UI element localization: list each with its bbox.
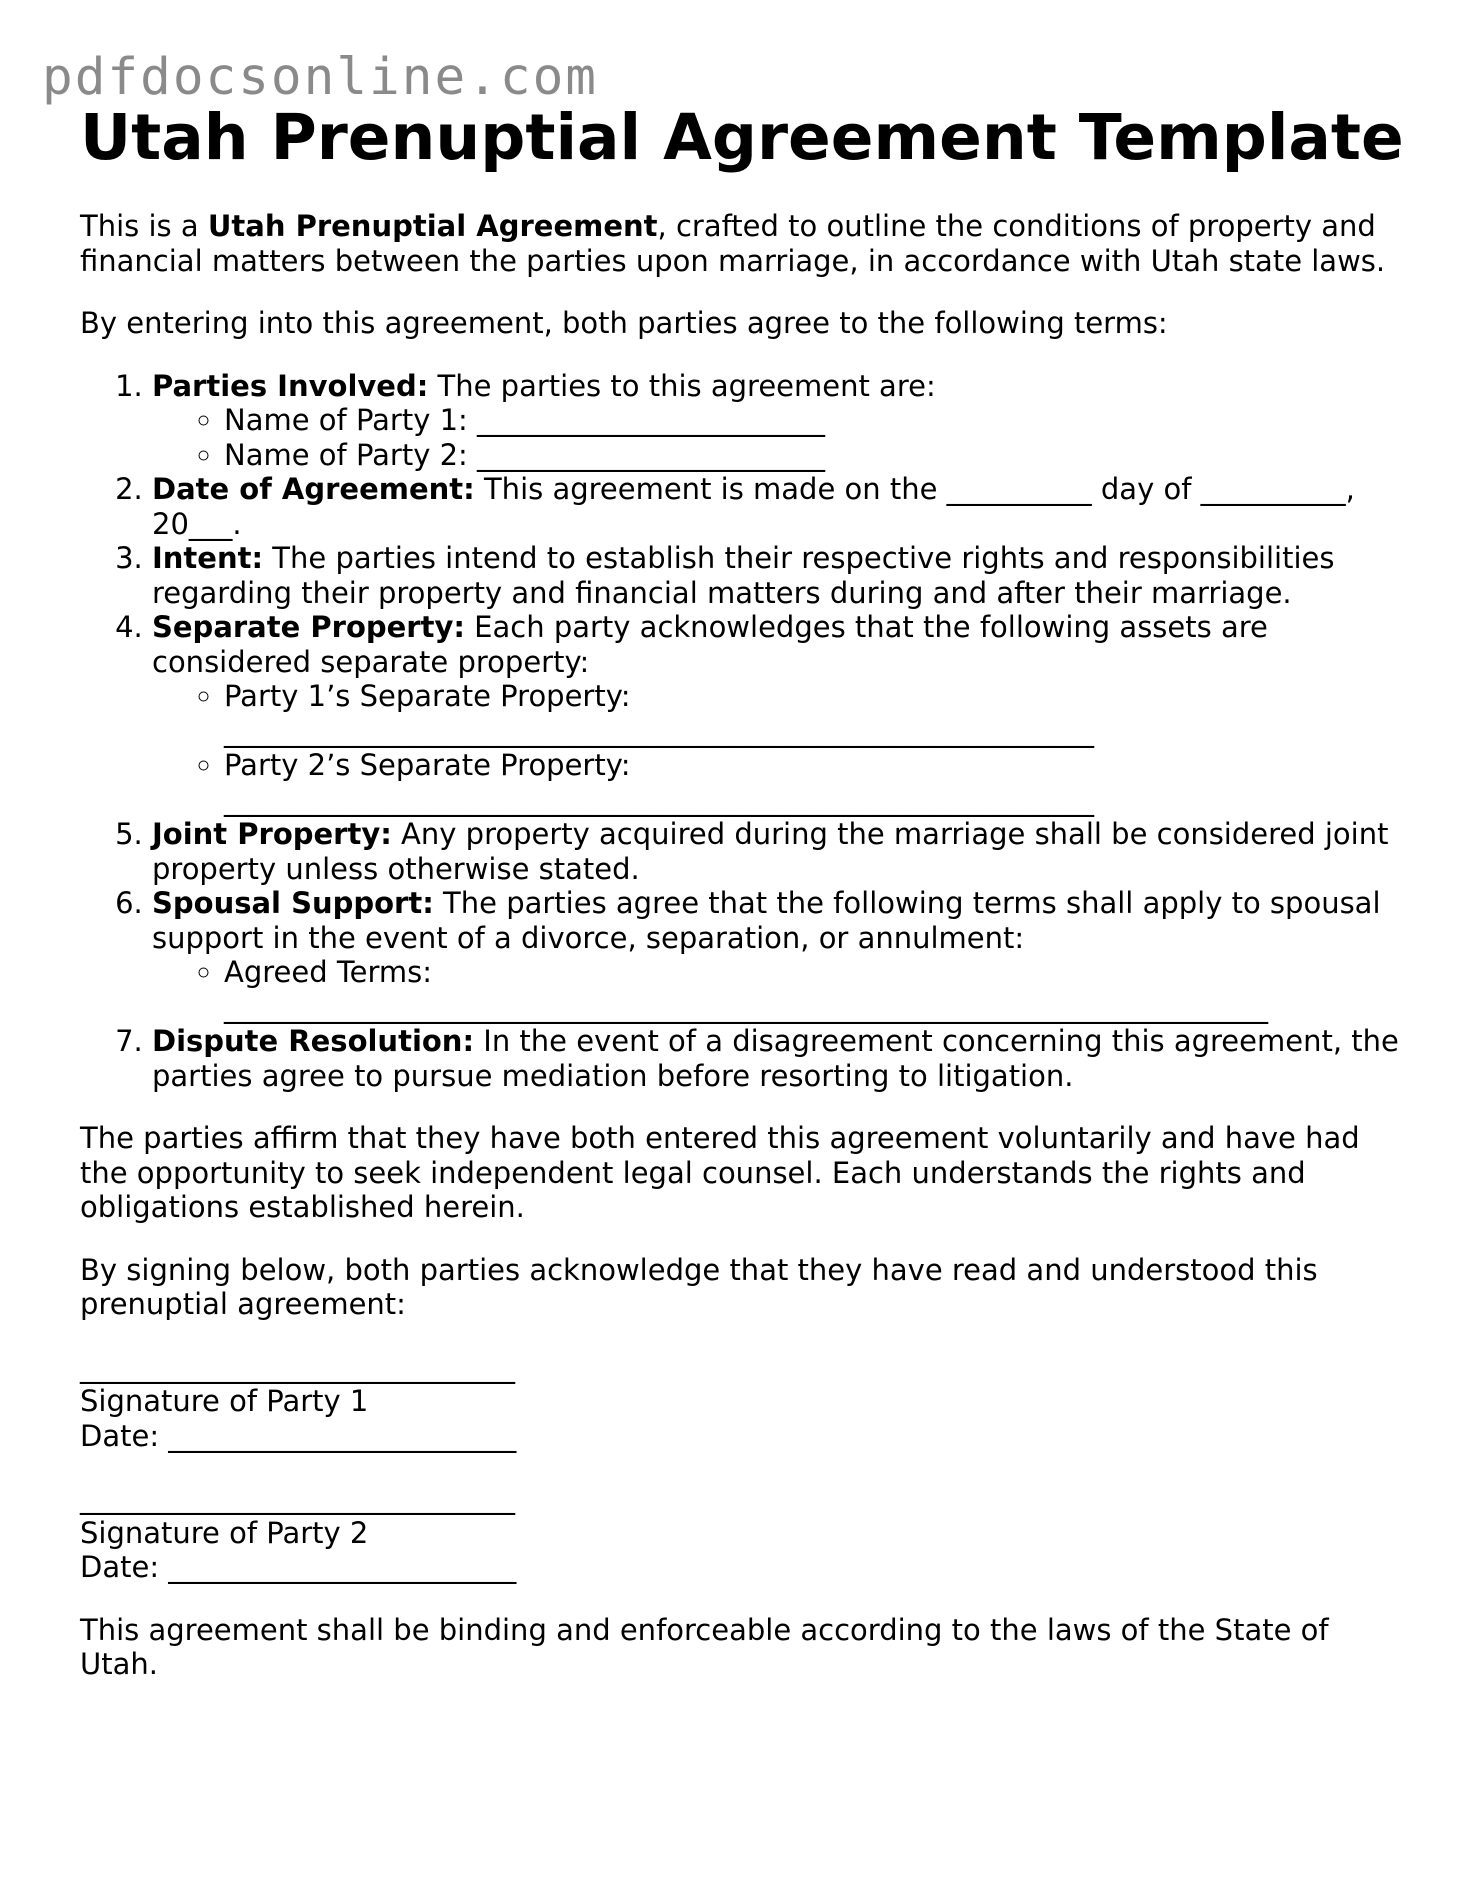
fill-in-line: ____________________________________________________________: [224, 713, 1094, 748]
document-page: [80, 100, 1404, 1682]
intro-bold: Utah Prenuptial Agreement: [207, 209, 658, 243]
term-heading: Dispute Resolution:: [152, 1024, 475, 1058]
signature-date: Date: ________________________: [80, 1550, 517, 1584]
term-separate-property: [152, 610, 1400, 817]
terms-list: [80, 369, 1400, 1094]
fill-in-line: ________________________________________________________________________: [224, 989, 1268, 1024]
sub-item-label: Agreed Terms:: [224, 955, 433, 989]
watermark: pdfdocsonline.com: [42, 48, 598, 107]
term-spousal-support: [152, 886, 1400, 1024]
term-heading: Date of Agreement:: [152, 472, 475, 506]
sub-list: [152, 955, 1400, 1024]
term-text: The parties to this agreement are:: [428, 368, 936, 403]
sub-list: [152, 679, 1400, 817]
intro-after: , crafted to outline the conditions of property and financial matters between the parties upon marriage, in accordance with Utah state laws.: [80, 209, 1386, 278]
signature-label: Signature of Party 2: [80, 1515, 369, 1550]
affirmation-paragraph: The parties affirm that they have both entered this agreement voluntarily and have had the opportunity to seek independent legal counsel. Each understands the rights and obligations established herein.: [80, 1121, 1360, 1224]
intro-paragraph: [80, 209, 1400, 278]
fill-in-line: ____________________________________________________________: [224, 782, 1094, 817]
signature-label: Signature of Party 1: [80, 1384, 369, 1418]
sub-item-party-1-name: ◦ Name of Party 1: ________________________: [224, 403, 1400, 438]
sub-item-party-1-separate-property: [224, 679, 1400, 748]
term-text: The parties intend to establish their respective rights and responsibilities regarding their property and financial matters during and after their marriage.: [152, 541, 1335, 610]
closing-paragraph: This agreement shall be binding and enforceable according to the laws of the State of Utah.: [80, 1612, 1329, 1681]
sub-item-label: Party 2’s Separate Property:: [224, 748, 631, 782]
sub-item-party-2-separate-property: [224, 748, 1400, 817]
term-text: In the event of a disagreement concerning this agreement, the parties agree to pursue mediation before resorting to litigation.: [152, 1024, 1399, 1093]
page-title: Utah Prenuptial Agreement Template: [80, 101, 1404, 174]
term-date-of-agreement: [152, 472, 1400, 541]
lead-paragraph: By entering into this agreement, both parties agree to the following terms:: [80, 306, 1168, 340]
term-text: Any property acquired during the marriage shall be considered joint property unless otherwise stated.: [152, 817, 1389, 886]
sub-item-agreed-terms: [224, 955, 1400, 1024]
term-heading: Parties Involved:: [152, 368, 429, 403]
sub-list: [152, 403, 1400, 472]
term-heading: Spousal Support:: [152, 886, 434, 920]
signature-line: ______________________________: [80, 1481, 515, 1515]
term-parties-involved: [152, 369, 1400, 473]
term-heading: Joint Property:: [152, 817, 392, 851]
signature-date: Date: ________________________: [80, 1418, 517, 1453]
term-text: Each party acknowledges that the following assets are considered separate property:: [152, 610, 1268, 679]
term-text: The parties agree that the following terms shall apply to spousal support in the event of a divorce, separation, or annulment:: [152, 886, 1381, 955]
signature-block-party-2: [80, 1481, 1400, 1585]
sub-item-party-2-name: ◦ Name of Party 2: ________________________: [224, 438, 1400, 473]
signature-block-party-1: [80, 1350, 1400, 1454]
term-dispute-resolution: [152, 1024, 1400, 1093]
term-heading: Intent:: [152, 541, 264, 575]
term-heading: Separate Property:: [152, 610, 465, 644]
signature-line: ______________________________: [80, 1349, 515, 1384]
signing-paragraph: By signing below, both parties acknowledge that they have read and understood this prenuptial agreement:: [80, 1252, 1318, 1321]
intro-before: This is a: [80, 209, 208, 243]
term-text: This agreement is made on the __________ day of __________, 20___.: [152, 472, 1355, 541]
term-intent: [152, 541, 1400, 610]
term-joint-property: [152, 817, 1400, 886]
sub-item-label: Party 1’s Separate Property:: [224, 679, 631, 713]
